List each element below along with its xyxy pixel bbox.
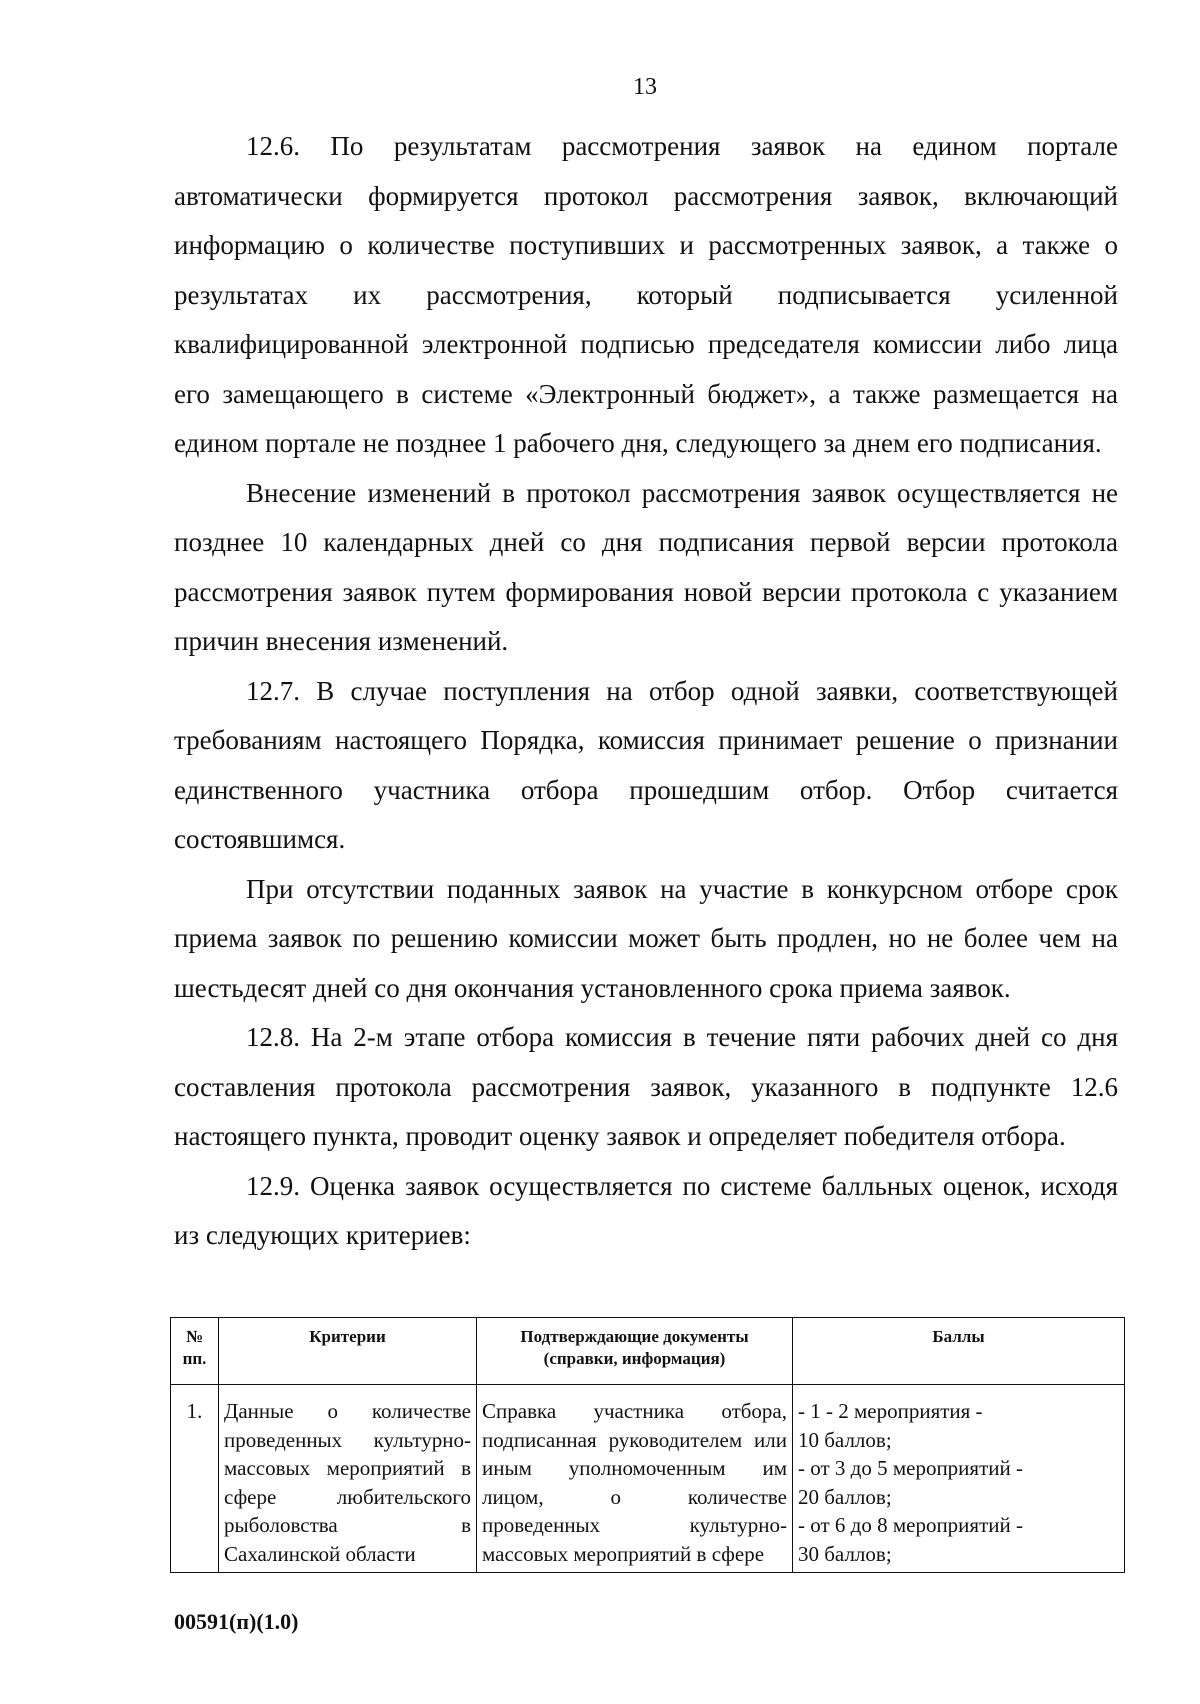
points-line: 10 баллов; — [798, 1427, 892, 1452]
points-line: 20 баллов; — [798, 1484, 892, 1509]
header-points: Баллы — [793, 1318, 1125, 1385]
table-header-row — [171, 1318, 1125, 1385]
row-criteria: Данные о количестве проведенных культурно-массовых мероприятий в сфере любительского рыболовства в Сахалинской области — [219, 1385, 477, 1573]
header-criteria: Критерии — [219, 1318, 477, 1385]
paragraph-12-9: 12.9. Оценка заявок осуществляется по системе балльных оценок, исходя из следующих критериев: — [174, 1170, 1118, 1250]
page-number: 13 — [633, 74, 657, 100]
paragraph-protocol-changes: Внесение изменений в протокол рассмотрения заявок осуществляется не позднее 10 календарных дней со дня подписания первой версии протокола рассмотрения заявок путем формирования новой версии протокола с указанием причин внесения изменений. — [174, 477, 1118, 656]
points-line: 30 баллов; — [798, 1541, 892, 1566]
paragraph-12-8: 12.8. На 2-м этапе отбора комиссия в течение пяти рабочих дней со дня составления протокола рассмотрения заявок, указанного в подпункте 12.6 настоящего пункта, проводит оценку заявок и определяет победителя отбора. — [174, 1022, 1118, 1151]
header-documents: Подтверждающие документы (справки, информация) — [477, 1318, 793, 1385]
row-number: 1. — [171, 1385, 219, 1573]
paragraph-no-applications: При отсутствии поданных заявок на участие в конкурсном отборе срок приема заявок по решению комиссии может быть продлен, но не более чем на шестьдесят дней со дня окончания установленного срока приема заявок. — [174, 873, 1118, 1003]
document-code: 00591(п)(1.0) — [174, 1609, 299, 1634]
row-documents: Справка участника отбора, подписанная руководителем или иным уполномоченным им лицом, о количестве проведенных культурно-массовых мероприятий в сфере — [477, 1385, 793, 1573]
paragraph-12-7: 12.7. В случае поступления на отбор одной заявки, соответствующей требованиям настоящего Порядка, комиссия принимает решение о признании единственного участника отбора прошедшим отбор. Отбор считается состоявшимся. — [174, 675, 1118, 854]
document-body — [174, 122, 1118, 1261]
table-row — [171, 1385, 1125, 1573]
header-number: № пп. — [171, 1318, 219, 1385]
criteria-table — [170, 1317, 1125, 1573]
points-line: - от 3 до 5 мероприятий - — [798, 1456, 1023, 1480]
row-points — [793, 1385, 1125, 1573]
points-line: - от 6 до 8 мероприятий - — [798, 1513, 1023, 1537]
points-line: - 1 - 2 мероприятия - — [798, 1399, 983, 1423]
paragraph-12-6: 12.6. По результатам рассмотрения заявок на едином портале автоматически формируется протокол рассмотрения заявок, включающий информацию о количестве поступивших и рассмотренных заявок, а также о результатах их рассмотрения, который подписывается усиленной квалифицированной электронной подписью председателя комиссии либо лица его замещающего в системе «Электронный бюджет», а также размещается на едином портале не позднее 1 рабочего дня, следующего за днем его подписания. — [174, 131, 1118, 458]
